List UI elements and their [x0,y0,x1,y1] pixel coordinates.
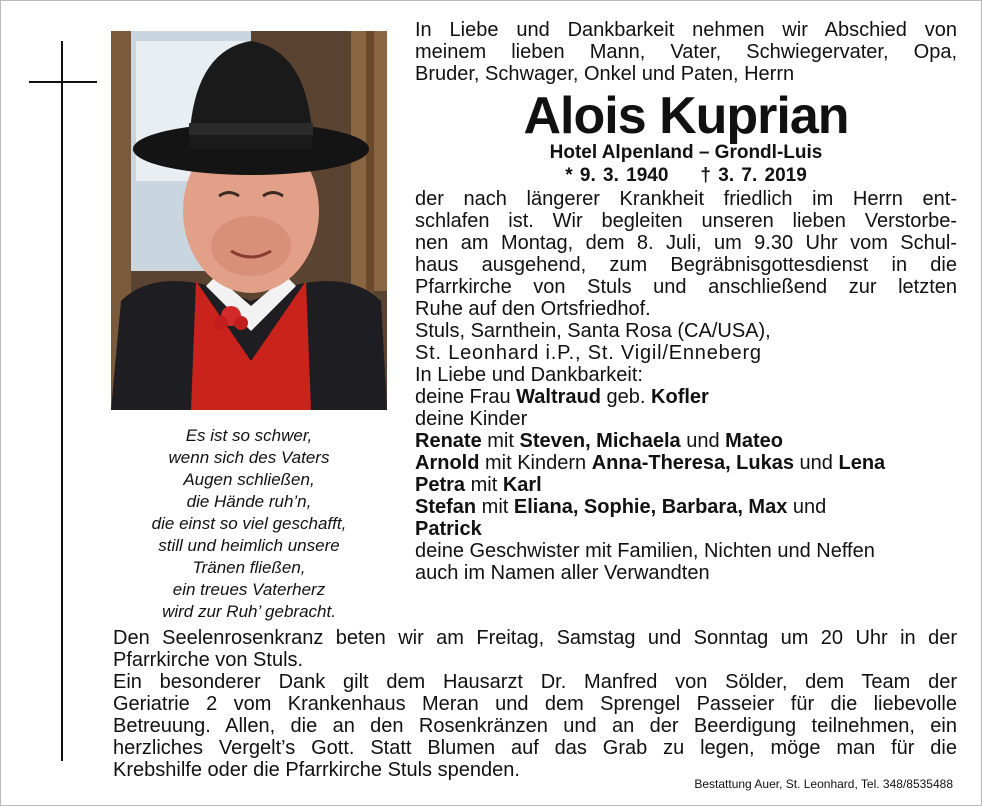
relatives-line: auch im Namen aller Verwandten [415,562,710,584]
poem-line: Augen schließen, [183,470,315,489]
rosary-line: Pfarrkirche von Stuls. [113,649,304,671]
connector: und [680,430,726,452]
places-line: Stuls, Sarnthein, Santa Rosa (CA/USA), [415,320,771,342]
intro-line: meinem lieben Mann, Vater, Schwiegervater, Opa, [415,41,957,63]
family-arnold [415,452,957,474]
poem-line: wenn sich des Vaters [168,448,330,467]
family-stefan [415,496,957,518]
body-line: nen am Montag, dem 8. Juli, um 9.30 Uhr vom Schul- [415,232,957,254]
intro-line: Bruder, Schwager, Onkel und Paten, Herrn [415,63,795,85]
child-name: Arnold [415,452,480,474]
family-renate [415,430,957,452]
connector: mit [465,474,503,496]
gratitude-line: herzliches Vergelt’s Gott. Statt Blumen auf das Grab zu legen, möge man für die [113,737,957,759]
grandchildren: Eliana, Sophie, Barbara, Max [513,496,788,518]
body-line-last: Ruhe auf den Ortsfriedhof. [415,298,651,320]
poem-line: Es ist so schwer, [185,426,313,445]
body-line: haus ausgehend, zum Begräbnisgottesdienst in die [415,254,957,276]
child-name: Petra [415,474,466,496]
funeral-home-credit: Bestattung Auer, St. Leonhard, Tel. 348/8535488 [694,777,953,791]
connector: und [787,496,827,518]
siblings-line: deine Geschwister mit Familien, Nichten und Neffen [415,540,875,562]
wife-prefix: deine Frau [415,386,517,408]
grandchild: Mateo [725,430,783,452]
notice-main-text [415,19,957,584]
poem-line: Tränen fließen, [192,558,306,577]
child-name: Renate [415,430,482,452]
wife-maiden-name: Kofler [651,386,709,408]
memorial-poem [113,425,385,623]
birth-date: * 9. 3. 1940 [565,165,669,186]
cross-vertical-bar [61,41,63,761]
connector: mit [476,496,514,518]
portrait-photo [111,31,387,410]
portrait-illustration [111,31,387,410]
cross-horizontal-bar [29,81,97,83]
connector: und [794,452,839,474]
wife-geb: geb. [601,386,652,408]
grandchildren: Steven, Michaela [519,430,681,452]
death-date: † 3. 7. 2019 [700,165,807,186]
gratitude-line: Geriatrie 2 vom Krankenhaus Meran und dem Sprengel Passeier für die liebevolle [113,693,957,715]
body-line: Pfarrkirche von Stuls und anschließend zur letzten [415,276,957,298]
gratitude-line-last: Krebshilfe oder die Pfarrkirche Stuls spenden. [113,759,520,781]
hotel-name: Hotel Alpenland – Grondl-Luis [549,142,823,163]
poem-line: die Hände ruh’n, [186,492,312,511]
intro-line: In Liebe und Dankbarkeit nehmen wir Abschied von [415,19,957,41]
grandchild: Lena [838,452,886,474]
poem-line: ein treues Vaterherz [172,580,326,599]
places-line: St. Leonhard i.P., St. Vigil/Enneberg [415,342,762,364]
connector: mit [481,430,520,452]
family-wife [415,386,957,408]
child-name: Stefan [415,496,477,518]
wife-name: Waltraud [516,386,601,408]
partner-name: Karl [502,474,542,496]
gratitude-line: Betreuung. Allen, die an den Rosenkränzen und an der Beerdigung teilnehmen, ein [113,715,957,737]
poem-line: wird zur Ruh’ gebracht. [162,602,336,621]
grandchildren: Anna-Theresa, Lukas [591,452,794,474]
notice-footer-text [113,627,957,781]
children-label: deine Kinder [415,408,528,430]
grandchild-patrick: Patrick [415,518,482,540]
family-petra [415,474,957,496]
life-dates [415,164,957,188]
poem-line: still und heimlich unsere [158,536,340,555]
rosary-line: Den Seelenrosenkranz beten wir am Freitag, Samstag und Sonntag um 20 Uhr in der [113,627,957,649]
body-line: schlafen ist. Wir begleiten unseren lieben Verstorbe- [415,210,957,232]
thanks-heading: In Liebe und Dankbarkeit: [415,364,643,386]
body-line: der nach längerer Krankheit friedlich im Herrn ent- [415,188,957,210]
connector: mit Kindern [479,452,592,474]
gratitude-line: Ein besonderer Dank gilt dem Hausarzt Dr. Manfred von Sölder, dem Team der [113,671,957,693]
deceased-name: Alois Kuprian [523,87,849,145]
poem-line: die einst so viel geschafft, [151,514,347,533]
